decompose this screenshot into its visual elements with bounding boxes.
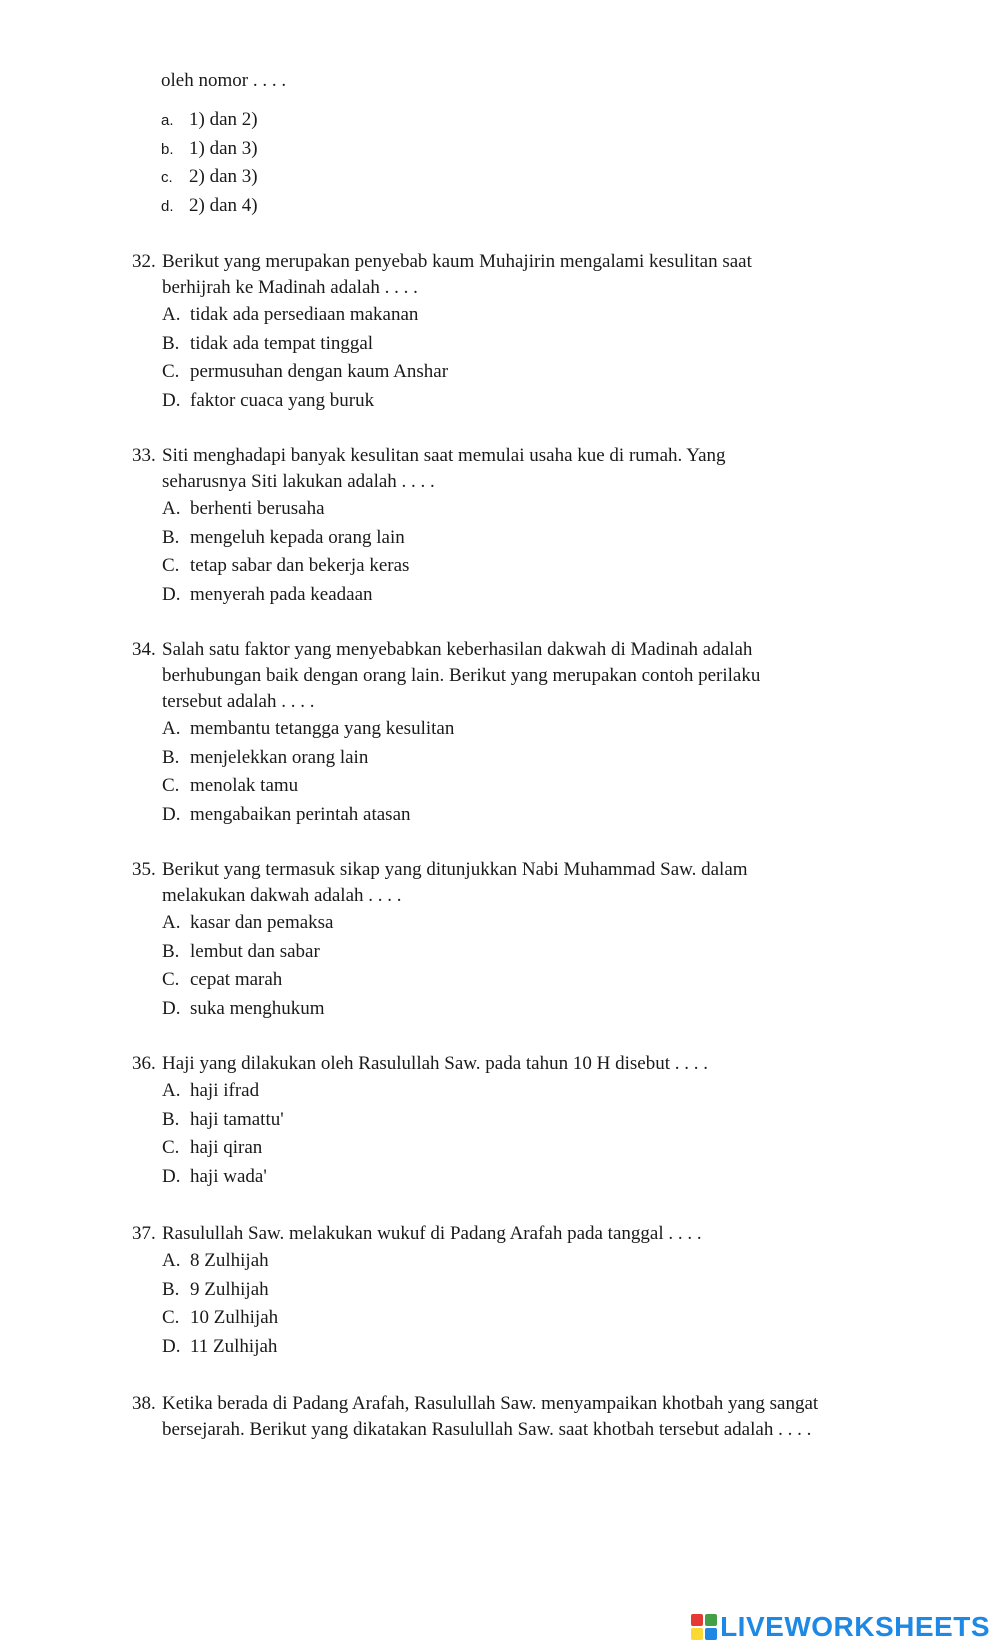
option-text: faktor cuaca yang buruk	[190, 389, 375, 411]
question-stem	[132, 1221, 872, 1247]
question-text: Rasulullah Saw. melakukan wukuf di Padang Arafah pada tanggal . . . .	[162, 1223, 702, 1244]
intro-option	[161, 135, 258, 164]
intro-continuation: oleh nomor . . . .	[161, 70, 287, 91]
option-letter: B.	[162, 1278, 180, 1300]
option-text: tidak ada persediaan makanan	[190, 304, 419, 325]
option-text: mengabaikan perintah atasan	[190, 803, 411, 825]
option-letter: B.	[162, 746, 180, 768]
option-text: 1) dan 3)	[189, 137, 258, 159]
option-letter: A.	[162, 1250, 181, 1271]
option-letter: C.	[162, 361, 180, 382]
option-letter: c.	[161, 169, 173, 186]
option-text: haji qiran	[190, 1137, 263, 1158]
logo-square-yellow	[691, 1628, 703, 1640]
question-37	[132, 1221, 872, 1361]
answer-option[interactable]	[162, 552, 752, 581]
question-stem	[132, 857, 772, 909]
intro-option	[161, 163, 258, 192]
question-34	[132, 637, 782, 829]
option-text: 1) dan 2)	[189, 109, 258, 130]
question-32	[132, 249, 772, 415]
answer-option[interactable]	[162, 1163, 872, 1192]
option-text: 10 Zulhijah	[190, 1307, 279, 1328]
intro-option	[161, 192, 258, 221]
answer-option[interactable]	[162, 1247, 872, 1276]
answer-option[interactable]	[162, 744, 782, 773]
answer-option[interactable]	[162, 581, 752, 610]
answer-options	[132, 909, 772, 1023]
option-text: menjelekkan orang lain	[190, 746, 369, 768]
option-letter: B.	[162, 332, 180, 354]
option-letter: A.	[162, 1080, 181, 1101]
answer-option[interactable]	[162, 387, 772, 416]
option-text: 9 Zulhijah	[190, 1278, 269, 1300]
answer-option[interactable]	[162, 330, 772, 359]
option-letter: D.	[162, 583, 181, 605]
question-stem	[132, 637, 782, 715]
option-letter: D.	[162, 1165, 181, 1187]
answer-option[interactable]	[162, 1304, 872, 1333]
option-text: haji tamattu'	[190, 1108, 284, 1130]
answer-option[interactable]	[162, 301, 772, 330]
question-number: 38.	[132, 1393, 156, 1414]
answer-option[interactable]	[162, 358, 772, 387]
option-text: 2) dan 4)	[189, 194, 258, 216]
question-38	[132, 1391, 852, 1443]
answer-option[interactable]	[162, 1134, 872, 1163]
question-stem	[132, 249, 772, 301]
answer-option[interactable]	[162, 1333, 872, 1362]
question-text: Berikut yang merupakan penyebab kaum Muhajirin mengalami kesulitan saat berhijrah ke Madinah adalah . . . .	[162, 251, 752, 298]
option-text: membantu tetangga yang kesulitan	[190, 718, 455, 739]
option-letter: A.	[162, 718, 181, 739]
option-text: haji wada'	[190, 1165, 267, 1187]
answer-option[interactable]	[162, 966, 772, 995]
intro-option	[161, 106, 258, 135]
answer-option[interactable]	[162, 938, 772, 967]
answer-options	[132, 1247, 872, 1361]
question-stem	[132, 1391, 852, 1443]
option-text: mengeluh kepada orang lain	[190, 526, 405, 548]
question-text: Berikut yang termasuk sikap yang ditunjukkan Nabi Muhammad Saw. dalam melakukan dakwah adalah . . . .	[162, 859, 748, 906]
question-33	[132, 443, 752, 609]
option-letter: C.	[162, 1307, 180, 1328]
question-text: Salah satu faktor yang menyebabkan keberhasilan dakwah di Madinah adalah berhubungan baik dengan orang lain. Berikut yang merupakan contoh perilaku tersebut adalah . . . .	[162, 639, 761, 712]
option-text: suka menghukum	[190, 997, 325, 1019]
question-stem	[132, 443, 752, 495]
option-letter: C.	[162, 969, 180, 990]
option-letter: b.	[161, 140, 174, 158]
option-text: tetap sabar dan bekerja keras	[190, 555, 410, 576]
option-text: tidak ada tempat tinggal	[190, 332, 374, 354]
option-letter: d.	[161, 197, 174, 215]
answer-option[interactable]	[162, 772, 782, 801]
question-number: 33.	[132, 445, 156, 466]
answer-option[interactable]	[162, 1276, 872, 1305]
question-number: 34.	[132, 639, 156, 660]
option-letter: D.	[162, 1335, 181, 1357]
liveworksheets-brand	[691, 1612, 990, 1642]
logo-square-blue	[705, 1628, 717, 1640]
answer-option[interactable]	[162, 524, 752, 553]
option-letter: D.	[162, 803, 181, 825]
answer-option[interactable]	[162, 495, 752, 524]
option-text: 2) dan 3)	[189, 166, 258, 187]
option-text: 11 Zulhijah	[190, 1335, 278, 1357]
intro-options	[161, 106, 258, 220]
answer-option[interactable]	[162, 1106, 872, 1135]
option-letter: D.	[162, 997, 181, 1019]
answer-option[interactable]	[162, 1077, 872, 1106]
option-letter: a.	[161, 112, 174, 129]
option-text: 8 Zulhijah	[190, 1250, 269, 1271]
answer-options	[132, 301, 772, 415]
answer-option[interactable]	[162, 995, 772, 1024]
option-text: menolak tamu	[190, 775, 299, 796]
option-letter: D.	[162, 389, 181, 411]
option-letter: A.	[162, 498, 181, 519]
question-stem	[132, 1051, 872, 1077]
option-text: haji ifrad	[190, 1080, 260, 1101]
answer-option[interactable]	[162, 715, 782, 744]
option-letter: B.	[162, 526, 180, 548]
answer-options	[132, 715, 782, 829]
question-35	[132, 857, 772, 1023]
option-text: kasar dan pemaksa	[190, 912, 334, 933]
option-text: cepat marah	[190, 969, 283, 990]
option-letter: B.	[162, 1108, 180, 1130]
answer-option[interactable]	[162, 801, 782, 830]
question-text: Haji yang dilakukan oleh Rasulullah Saw. pada tahun 10 H disebut . . . .	[162, 1053, 708, 1074]
option-letter: B.	[162, 940, 180, 962]
brand-name: LIVEWORKSHEETS	[720, 1611, 990, 1642]
question-number: 35.	[132, 859, 156, 880]
answer-options	[132, 1077, 872, 1191]
question-text: Ketika berada di Padang Arafah, Rasulullah Saw. menyampaikan khotbah yang sangat bersejarah. Berikut yang dikatakan Rasulullah Saw. saat khotbah tersebut adalah . . . .	[162, 1393, 819, 1440]
option-letter: C.	[162, 555, 180, 576]
option-letter: A.	[162, 912, 181, 933]
question-number: 32.	[132, 251, 156, 272]
option-text: lembut dan sabar	[190, 940, 320, 962]
option-text: berhenti berusaha	[190, 498, 325, 519]
logo-square-red	[691, 1614, 703, 1626]
question-number: 37.	[132, 1223, 156, 1244]
option-letter: C.	[162, 775, 180, 796]
logo-square-green	[705, 1614, 717, 1626]
liveworksheets-logo-icon	[691, 1614, 717, 1640]
question-36	[132, 1051, 872, 1191]
option-text: permusuhan dengan kaum Anshar	[190, 361, 449, 382]
option-letter: C.	[162, 1137, 180, 1158]
answer-options	[132, 495, 752, 609]
question-text: Siti menghadapi banyak kesulitan saat memulai usaha kue di rumah. Yang seharusnya Siti lakukan adalah . . . .	[162, 445, 726, 492]
option-text: menyerah pada keadaan	[190, 583, 373, 605]
option-letter: A.	[162, 304, 181, 325]
answer-option[interactable]	[162, 909, 772, 938]
question-number: 36.	[132, 1053, 156, 1074]
